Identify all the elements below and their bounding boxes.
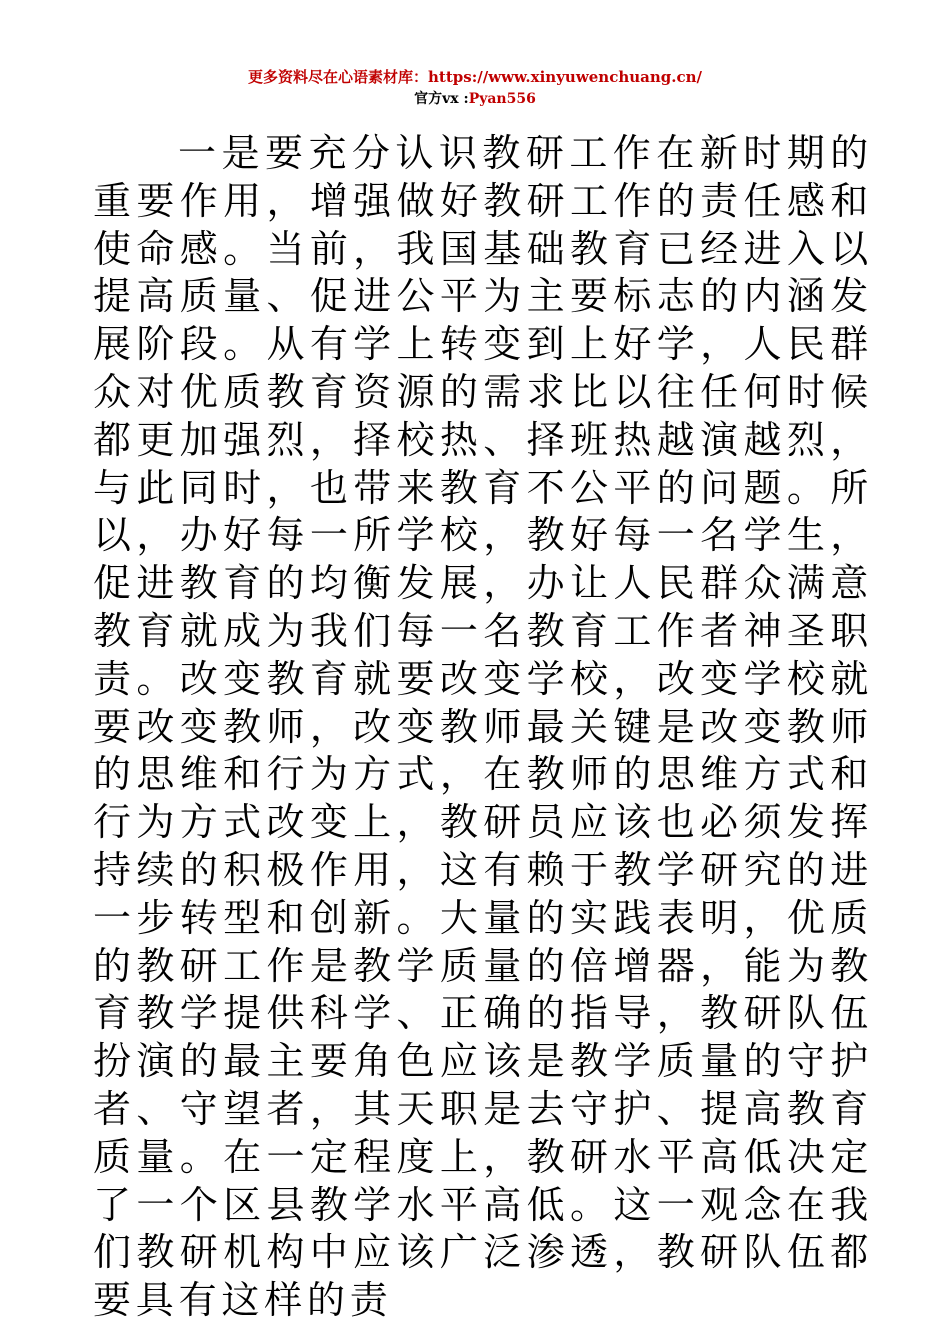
document-body <box>93 130 873 1325</box>
promo-line <box>0 66 950 88</box>
contact-line <box>0 88 950 110</box>
promo-text: 更多资料尽在心语素材库： <box>248 68 429 86</box>
page-header <box>0 66 950 110</box>
contact-handle: Pyan556 <box>468 91 536 107</box>
body-paragraph: 一是要充分认识教研工作在新时期的重要作用，增强做好教研工作的责任感和使命感。当前，我国基础教育已经进入以提高质量、促进公平为主要标志的内涵发展阶段。从有学上转变到上好学，人民群众对优质教育资源的需求比以往任何时候都更加强烈，择校热、择班热越演越烈，与此同时，也带来教育不公平的问题。所以，办好每一所学校，教好每一名学生，促进教育的均衡发展，办让人民群众满意教育就成为我们每一名教育工作者神圣职责。改变教育就要改变学校，改变学校就要改变教师，改变教师最关键是改变教师的思维和行为方式，在教师的思维方式和行为方式改变上，教研员应该也必须发挥持续的积极作用，这有赖于教学研究的进一步转型和创新。大量的实践表明，优质的教研工作是教学质量的倍增器，能为教育教学提供科学、正确的指导，教研队伍扮演的最主要角色应该是教学质量的守护者、守望者，其天职是去守护、提高教育质量。在一定程度上，教研水平高低决定了一个区县教学水平高低。这一观念在我们教研机构中应该广泛渗透，教研队伍都要具有这样的责 <box>93 131 873 1323</box>
promo-url-link[interactable]: https://www.xinyuwenchuang.cn/ <box>428 68 702 86</box>
contact-label: 官方vx : <box>414 91 469 107</box>
